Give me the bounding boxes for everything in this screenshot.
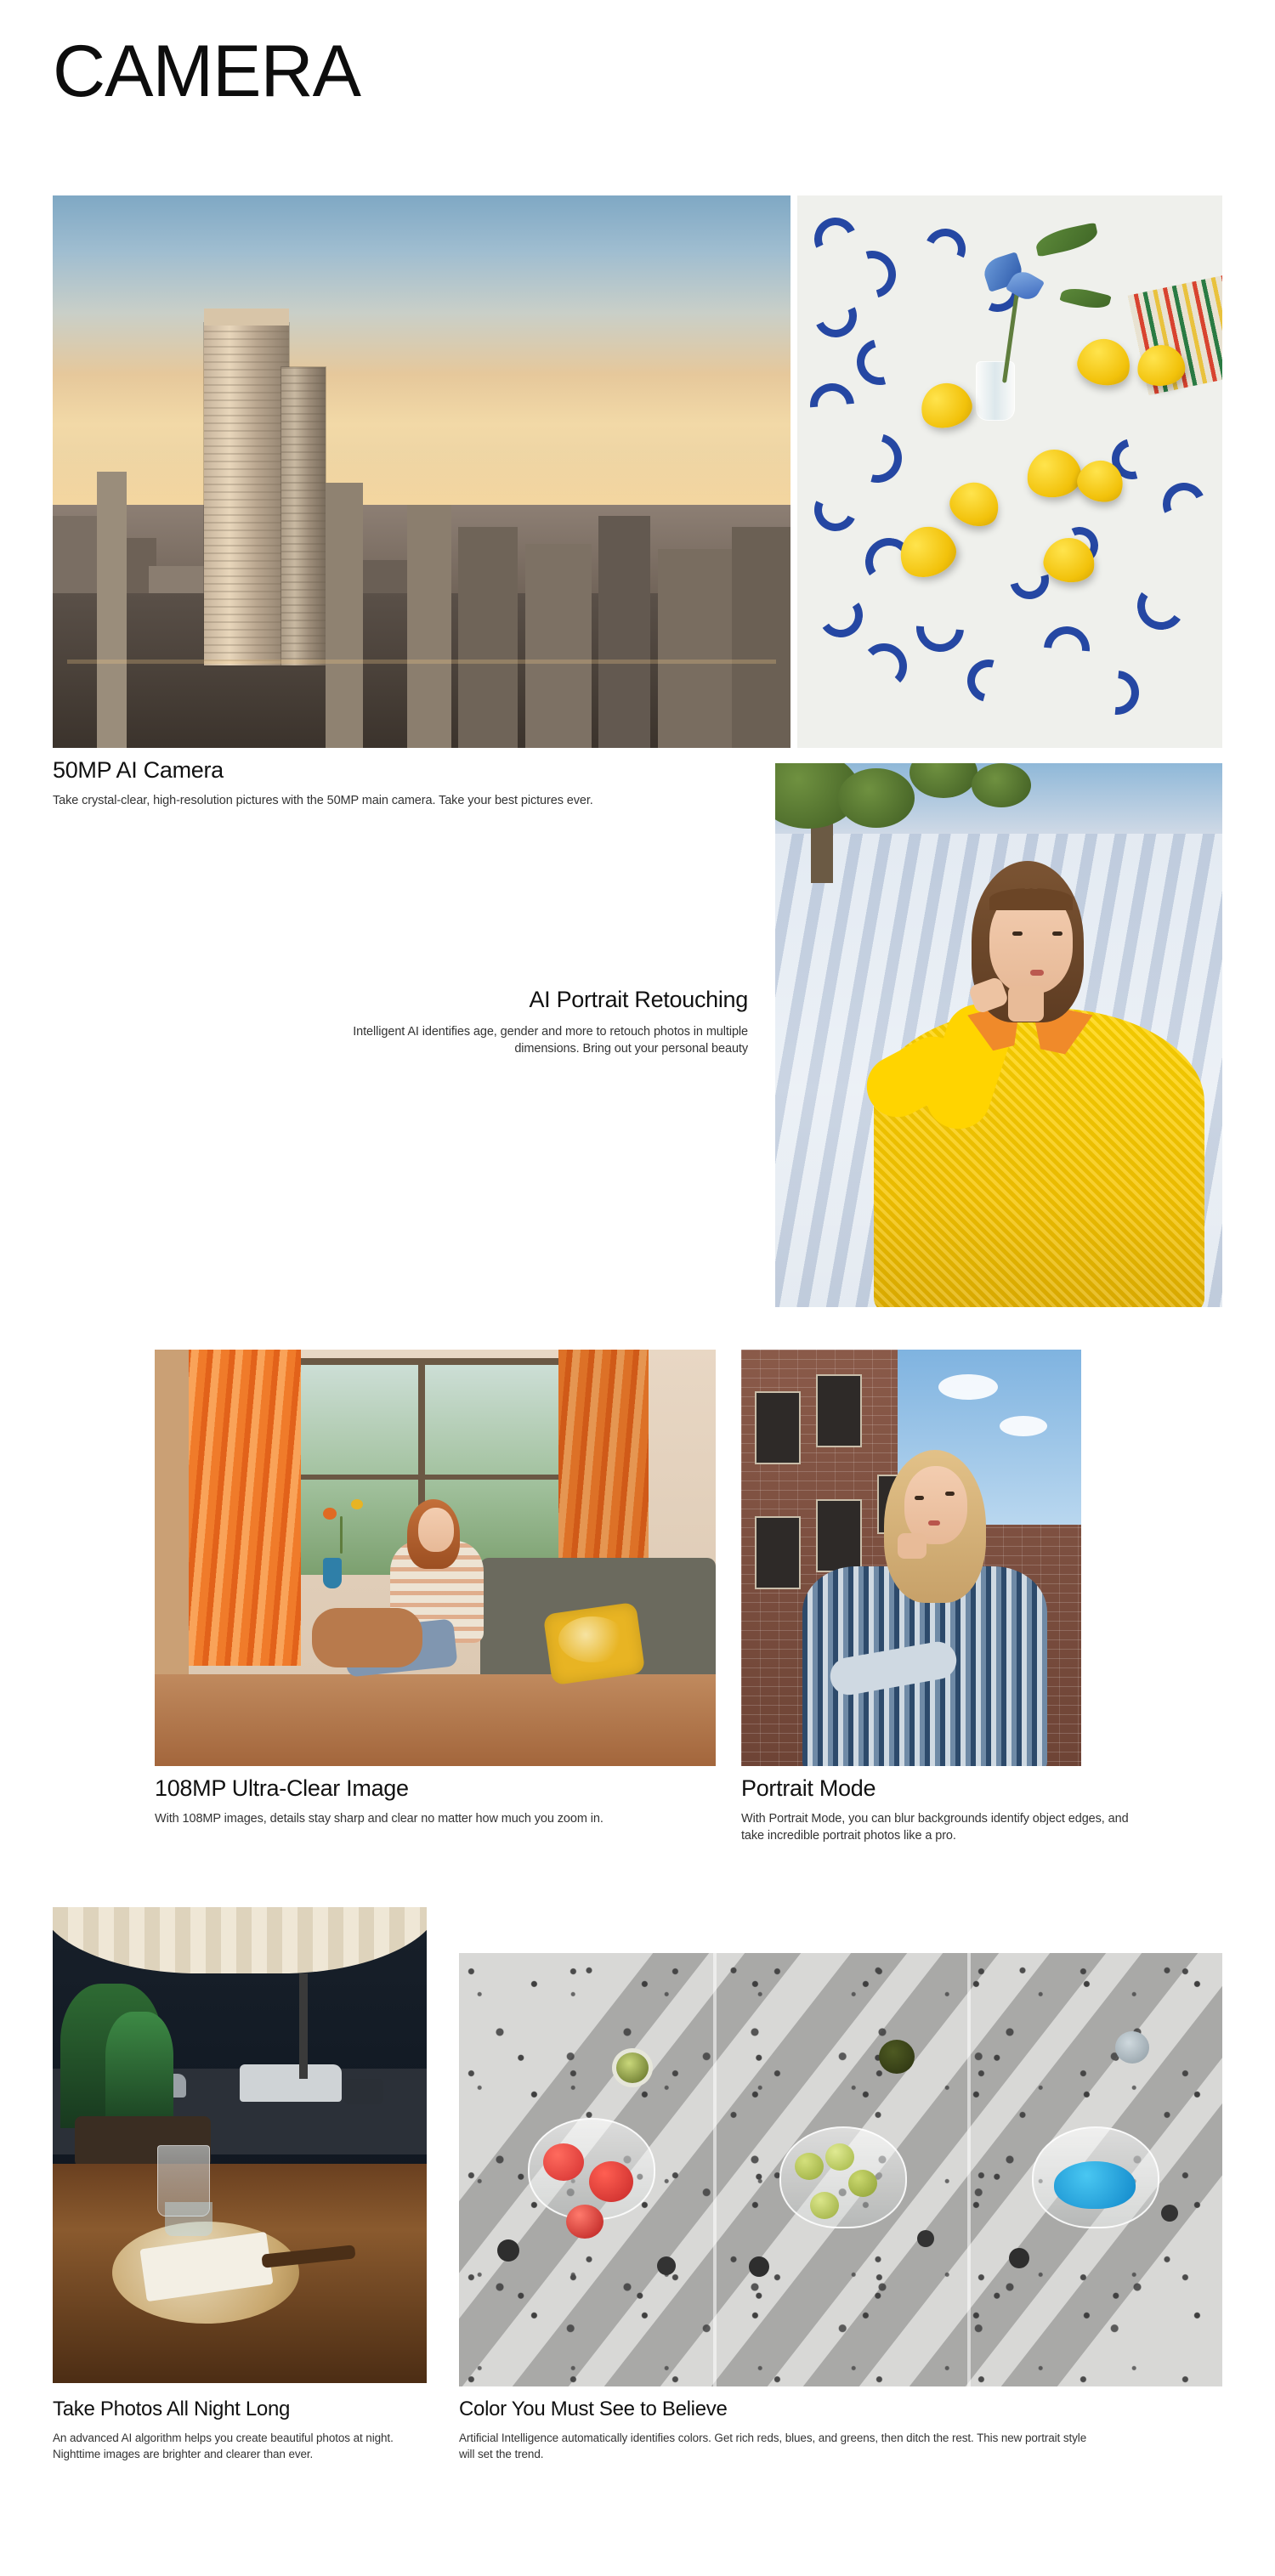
caption-body-portrait-mode: With Portrait Mode, you can blur backgrounds identify object edges, and take incredible portrait photos like a pro. [741,1812,1129,1843]
yellow-sweater-portrait-photo [775,763,1222,1307]
caption-night-mode [53,2397,444,2460]
caption-title-night-mode: Take Photos All Night Long [53,2398,291,2420]
caption-ai-portrait [323,986,748,1056]
caption-108mp [155,1775,699,1826]
caption-title-color-accuracy: Color You Must See to Believe [459,2398,728,2420]
night-restaurant-photo [53,1907,427,2383]
caption-color-accuracy [459,2397,1122,2460]
caption-title-portrait-mode: Portrait Mode [741,1775,876,1801]
page-title: CAMERA [53,31,360,112]
caption-portrait-mode [741,1775,1183,1843]
cocktail-triptych-photo [459,1953,1222,2386]
caption-title-ai-portrait: AI Portrait Retouching [529,987,748,1012]
caption-body-108mp: With 108MP images, details stay sharp and clear no matter how much you zoom in. [155,1812,604,1826]
caption-50mp [53,756,750,807]
portrait-mode-photo [741,1350,1081,1766]
lemons-still-life-photo [797,195,1222,748]
caption-body-ai-portrait: Intelligent AI identifies age, gender and more to retouch photos in multiple dimensions. Bring out your personal beauty [353,1025,748,1056]
caption-title-108mp: 108MP Ultra-Clear Image [155,1775,409,1801]
caption-body-color-accuracy: Artificial Intelligence automatically identifies colors. Get rich reds, blues, and greens, then ditch the rest. This new portrait style will set the trend. [459,2432,1087,2460]
living-room-window-photo [155,1350,716,1766]
caption-title-50mp: 50MP AI Camera [53,757,224,783]
caption-body-50mp: Take crystal-clear, high-resolution pictures with the 50MP main camera. Take your best pictures ever. [53,794,593,807]
city-skyline-photo [53,195,790,748]
caption-body-night-mode: An advanced AI algorithm helps you create beautiful photos at night. Nighttime images are brighter and clearer than ever. [53,2432,394,2460]
